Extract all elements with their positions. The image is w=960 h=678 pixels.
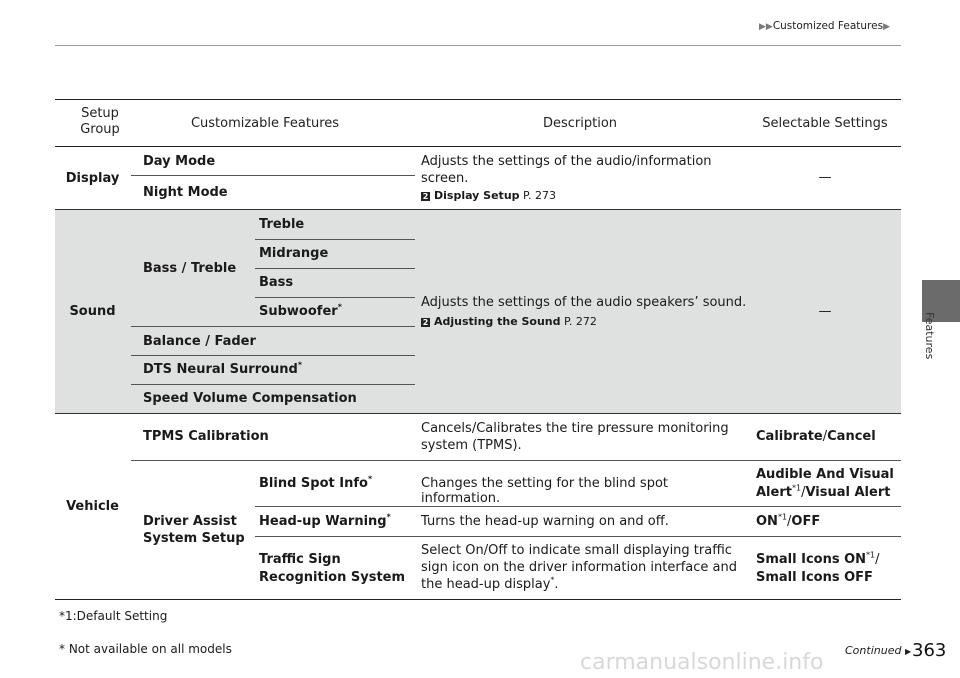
group-sound: Sound	[69, 304, 116, 319]
traffic-description-text: Select On/Off to indicate small displaying traffic sign icon on the driver information interface and the head-up display	[421, 543, 737, 592]
feature-balance-fader: Balance / Fader	[143, 334, 256, 349]
headup-option-off: OFF	[791, 514, 821, 529]
group-display: Display	[65, 171, 120, 186]
blind-spot-description: Changes the setting for the blind spot information.	[421, 476, 668, 506]
triangle-icon: ▶▶	[758, 22, 773, 32]
row-divider	[55, 209, 901, 210]
feature-night-mode: Night Mode	[143, 185, 228, 200]
section-tab-label	[922, 312, 938, 372]
separator: /	[787, 514, 792, 529]
watermark: carmanualsonline.info	[580, 650, 824, 675]
availability-asterisk: *	[550, 575, 555, 585]
row-divider	[55, 413, 901, 414]
display-setting: —	[818, 170, 832, 185]
feature-subwoofer	[259, 304, 342, 319]
feature-blind-spot	[259, 476, 372, 491]
header-customizable-features: Customizable Features	[190, 116, 340, 131]
header-bottom-rule	[55, 146, 901, 147]
sound-xref	[421, 315, 597, 328]
xref-title: Adjusting the Sound	[434, 315, 561, 328]
sentence-end: .	[554, 577, 559, 592]
xref-page: P. 273	[523, 189, 556, 202]
feature-driver-assist: Driver Assist System Setup	[143, 514, 245, 546]
section-tab-text: Features	[923, 312, 936, 360]
separator: /	[822, 429, 828, 444]
blind-spot-option-audible: Audible And Visual Alert	[756, 467, 894, 500]
feature-speed-volume: Speed Volume Compensation	[143, 391, 357, 406]
blind-spot-label: Blind Spot Info	[259, 476, 368, 491]
sound-setting: —	[818, 304, 832, 319]
row-divider	[131, 384, 415, 385]
xref-page: P. 272	[564, 315, 597, 328]
tpms-description: Cancels/Calibrates the tire pressure monitoring system (TPMS).	[421, 421, 729, 453]
row-divider	[255, 239, 415, 240]
display-description: Adjusts the settings of the audio/information screen.	[421, 154, 712, 186]
triangle-icon: ▶	[904, 647, 912, 656]
breadcrumb	[0, 20, 890, 32]
group-vehicle: Vehicle	[66, 499, 119, 514]
availability-asterisk: *	[297, 360, 303, 370]
headup-description: Turns the head-up warning on and off.	[421, 514, 669, 529]
row-divider	[255, 297, 415, 298]
feature-bass: Bass	[259, 275, 294, 290]
feature-treble: Treble	[259, 217, 305, 232]
continued-text: Continued	[845, 644, 902, 657]
subwoofer-label: Subwoofer	[259, 304, 338, 319]
xref-title: Display Setup	[434, 189, 520, 202]
separator: /	[801, 485, 806, 500]
feature-bass-treble: Bass / Treble	[143, 261, 237, 276]
sound-group-background	[55, 209, 901, 413]
dts-label: DTS Neural Surround	[143, 362, 298, 377]
traffic-setting	[756, 551, 880, 587]
availability-asterisk: *	[337, 302, 342, 312]
feature-tpms: TPMS Calibration	[143, 429, 269, 444]
default-marker: *1	[866, 550, 876, 560]
sound-description: Adjusts the settings of the audio speakers’ sound.	[421, 295, 747, 310]
table-bottom-rule	[55, 599, 901, 600]
traffic-option-on: Small Icons ON	[756, 552, 867, 567]
feature-day-mode: Day Mode	[143, 154, 216, 169]
availability-asterisk: *	[386, 512, 391, 522]
traffic-description	[421, 542, 751, 593]
row-divider	[255, 536, 901, 537]
display-xref	[421, 189, 556, 202]
header-selectable-settings: Selectable Settings	[762, 116, 888, 131]
row-divider	[131, 175, 415, 176]
separator: /	[875, 552, 880, 567]
row-divider	[131, 460, 901, 461]
feature-traffic-sign: Traffic Sign Recognition System	[259, 552, 406, 585]
availability-note: * Not available on all models	[59, 642, 232, 656]
default-marker: *1	[777, 512, 788, 522]
headup-option-on: ON	[756, 514, 778, 529]
triangle-icon: ▶	[883, 22, 890, 32]
traffic-option-off: Small Icons OFF	[756, 570, 873, 585]
breadcrumb-label: Customized Features	[772, 20, 884, 32]
blind-spot-option-visual: Visual Alert	[805, 485, 891, 500]
cross-reference-icon: 2	[422, 192, 429, 201]
header-divider	[55, 45, 901, 46]
headup-label: Head-up Warning	[259, 514, 387, 529]
continued-label	[845, 644, 911, 657]
row-divider	[131, 355, 415, 356]
feature-midrange: Midrange	[259, 246, 329, 261]
tpms-option-calibrate: Calibrate	[756, 429, 823, 444]
header-description: Description	[542, 116, 618, 131]
row-divider	[255, 268, 415, 269]
feature-dts	[143, 362, 302, 377]
row-divider	[131, 326, 415, 327]
cross-reference-icon: 2	[422, 318, 429, 327]
default-setting-note: *1:Default Setting	[59, 609, 168, 623]
tpms-setting	[756, 429, 876, 444]
default-marker: *1	[791, 483, 802, 493]
header-setup-group: Setup Group	[80, 106, 120, 137]
page-number: 363	[912, 640, 947, 661]
feature-headup-warning	[259, 514, 391, 529]
table-top-rule	[55, 99, 901, 100]
row-divider	[255, 506, 901, 507]
blind-spot-setting	[756, 466, 894, 502]
headup-setting	[756, 514, 820, 529]
availability-asterisk: *	[367, 474, 373, 484]
tpms-option-cancel: Cancel	[827, 429, 876, 444]
